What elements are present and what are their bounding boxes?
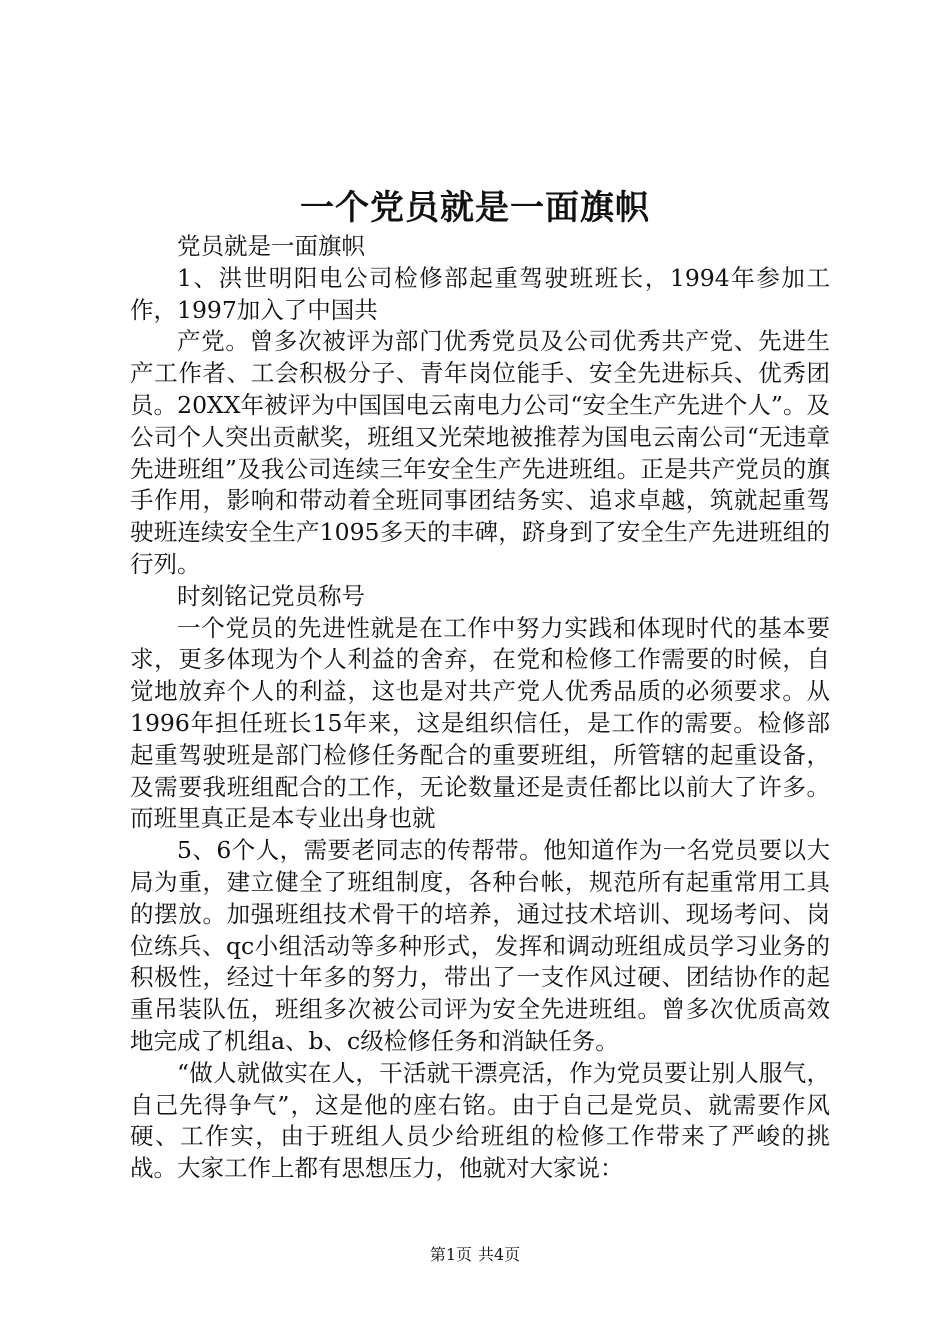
paragraph: 一个党员的先进性就是在工作中努力实践和体现时代的基本要求，更多体现为个人利益的舍弃，在党和检修工作需要的时候，自觉地放弃个人的利益，这也是对共产党人优秀品质的必须要求。从1996年担任班长15年来，这是组织信任，是工作的需要。检修部起重驾驶班是部门检修任务配合的重要班组，所管辖的起重设备，及需要我班组配合的工作，无论数量还是责任都比以前大了许多。而班里真正是本专业出身也就 [130, 613, 830, 833]
paragraph: 1、洪世明阳电公司检修部起重驾驶班班长，1994年参加工作，1997加入了中国共 [130, 263, 830, 324]
paragraph: “做人就做实在人，干活就干漂亮活，作为党员要让别人服气，自己先得争气”，这是他的座右铭。由于自己是党员、就需要作风硬、工作实，由于班组人员少给班组的检修工作带来了严峻的挑战。大家工作上都有思想压力，他就对大家说： [130, 1058, 830, 1183]
page-number: 第1页 [429, 1245, 472, 1264]
section-heading: 党员就是一面旗帜 [177, 232, 365, 260]
paragraph: 5、6个人，需要老同志的传帮带。他知道作为一名党员要以大局为重，建立健全了班组制度，各种台帐，规范所有起重常用工具的摆放。加强班组技术骨干的培养，通过技术培训、现场考问、岗位练兵、qc小组活动等多种形式，发挥和调动班组成员学习业务的积极性，经过十年多的努力，带出了一支作风过硬、团结协作的起重吊装队伍，班组多次被公司评为安全先进班组。曾多次优质高效地完成了机组a、b、c级检修任务和消缺任务。 [130, 836, 830, 1055]
paragraph: 产党。曾多次被评为部门优秀党员及公司优秀共产党、先进生产工作者、工会积极分子、青年岗位能手、安全先进标兵、优秀团员。20XX年被评为中国国电云南电力公司“安全生产先进个人”。及公司个人突出贡献奖，班组又光荣地被推荐为国电云南公司“无违章先进班组”及我公司连续三年安全生产先进班组。正是共产党员的旗手作用，影响和带动着全班同事团结务实、追求卓越，筑就起重驾驶班连续安全生产1095多天的丰碑，跻身到了安全生产先进班组的行列。 [130, 327, 830, 578]
page-total: 共4页 [478, 1245, 521, 1264]
page-footer [0, 1244, 950, 1266]
document-title: 一个党员就是一面旗帜 [300, 188, 650, 228]
document-body [130, 231, 830, 1185]
section-heading: 时刻铭记党员称号 [177, 581, 365, 610]
